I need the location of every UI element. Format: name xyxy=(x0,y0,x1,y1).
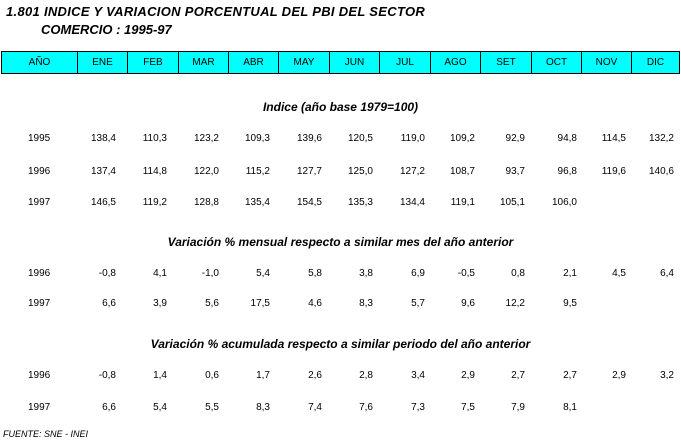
cell-value: 0,8 xyxy=(511,268,525,279)
cell-value: 127,7 xyxy=(296,166,322,177)
cell-value: 120,5 xyxy=(347,133,373,144)
cell-value: 5,4 xyxy=(153,402,167,413)
cell-value: 7,6 xyxy=(359,402,373,413)
row-year: 1997 xyxy=(28,298,51,309)
cell-value: -0,8 xyxy=(98,370,116,381)
cell-value: 106,0 xyxy=(551,197,577,208)
cell-value: 108,7 xyxy=(449,166,475,177)
header-cell-set: SET xyxy=(480,52,531,73)
cell-value: 2,7 xyxy=(563,370,577,381)
cell-value: 8,3 xyxy=(256,402,270,413)
cell-value: -0,8 xyxy=(98,268,116,279)
cell-value: 146,5 xyxy=(90,197,116,208)
row-year: 1996 xyxy=(28,166,51,177)
cell-value: 119,2 xyxy=(142,197,167,208)
cell-value: 94,8 xyxy=(557,133,577,144)
row-year: 1996 xyxy=(28,268,51,279)
row-year: 1996 xyxy=(28,370,51,381)
cell-value: 2,9 xyxy=(612,370,626,381)
cell-value: 114,8 xyxy=(142,166,167,177)
header-cell-nov: NOV xyxy=(581,52,631,73)
cell-value: 135,4 xyxy=(244,197,270,208)
cell-value: 6,6 xyxy=(102,402,116,413)
cell-value: 8,3 xyxy=(359,298,373,309)
cell-value: 5,6 xyxy=(205,298,219,309)
cell-value: 12,2 xyxy=(505,298,525,309)
cell-value: 2,8 xyxy=(359,370,373,381)
row-year: 1997 xyxy=(28,402,51,413)
cell-value: 139,6 xyxy=(296,133,322,144)
cell-value: 1,7 xyxy=(256,370,270,381)
header-cell-ene: ENE xyxy=(77,52,127,73)
cell-value: 8,1 xyxy=(563,402,577,413)
cell-value: 134,4 xyxy=(399,197,425,208)
cell-value: 122,0 xyxy=(193,166,219,177)
table-title: 1.801 INDICE Y VARIACION PORCENTUAL DEL PBI DEL SECTOR xyxy=(6,4,426,19)
cell-value: 110,3 xyxy=(142,133,167,144)
cell-value: 132,2 xyxy=(648,133,674,144)
table-row xyxy=(0,298,681,312)
cell-value: 9,5 xyxy=(563,298,577,309)
table-row xyxy=(0,370,681,384)
cell-value: 3,9 xyxy=(153,298,167,309)
header-cell-año: AÑO xyxy=(1,52,77,73)
cell-value: 7,3 xyxy=(411,402,425,413)
cell-value: 3,4 xyxy=(411,370,425,381)
cell-value: 125,0 xyxy=(347,166,373,177)
cell-value: 6,9 xyxy=(411,268,425,279)
table-row xyxy=(0,133,681,147)
cell-value: 7,4 xyxy=(308,402,322,413)
header-cell-ago: AGO xyxy=(430,52,480,73)
header-cell-may: MAY xyxy=(278,52,329,73)
cell-value: 1,4 xyxy=(153,370,167,381)
cell-value: 2,9 xyxy=(461,370,475,381)
cell-value: 115,2 xyxy=(245,166,270,177)
cell-value: 109,3 xyxy=(244,133,270,144)
header-cell-oct: OCT xyxy=(531,52,581,73)
cell-value: 7,9 xyxy=(511,402,525,413)
table-row xyxy=(0,402,681,416)
cell-value: 135,3 xyxy=(347,197,373,208)
cell-value: 114,5 xyxy=(601,133,626,144)
cell-value: -0,5 xyxy=(457,268,475,279)
cell-value: 123,2 xyxy=(193,133,219,144)
cell-value: 4,5 xyxy=(612,268,626,279)
cell-value: 128,8 xyxy=(193,197,219,208)
cell-value: 3,8 xyxy=(359,268,373,279)
section-title: Variación % acumulada respecto a similar periodo del año anterior xyxy=(150,337,531,351)
header-row xyxy=(1,51,680,74)
cell-value: 119,6 xyxy=(601,166,626,177)
header-cell-jun: JUN xyxy=(329,52,379,73)
table-row xyxy=(0,166,681,180)
cell-value: 93,7 xyxy=(505,166,525,177)
cell-value: 92,9 xyxy=(505,133,525,144)
table-row xyxy=(0,268,681,282)
cell-value: -1,0 xyxy=(201,268,219,279)
cell-value: 119,0 xyxy=(400,133,425,144)
cell-value: 105,1 xyxy=(499,197,525,208)
cell-value: 5,7 xyxy=(411,298,425,309)
cell-value: 9,6 xyxy=(461,298,475,309)
header-cell-abr: ABR xyxy=(228,52,278,73)
cell-value: 5,4 xyxy=(256,268,270,279)
cell-value: 138,4 xyxy=(90,133,116,144)
cell-value: 137,4 xyxy=(90,166,116,177)
cell-value: 96,8 xyxy=(557,166,577,177)
cell-value: 5,8 xyxy=(308,268,322,279)
row-year: 1997 xyxy=(28,197,51,208)
section-title: Indice (año base 1979=100) xyxy=(262,100,419,114)
cell-value: 140,6 xyxy=(648,166,674,177)
table-subtitle: COMERCIO : 1995-97 xyxy=(41,22,172,37)
cell-value: 2,7 xyxy=(511,370,525,381)
cell-value: 6,6 xyxy=(102,298,116,309)
cell-value: 127,2 xyxy=(399,166,425,177)
header-cell-feb: FEB xyxy=(127,52,178,73)
cell-value: 154,5 xyxy=(296,197,322,208)
header-cell-jul: JUL xyxy=(379,52,430,73)
cell-value: 0,6 xyxy=(205,370,219,381)
cell-value: 2,6 xyxy=(308,370,322,381)
header-cell-dic: DIC xyxy=(631,52,680,73)
cell-value: 3,2 xyxy=(660,370,674,381)
cell-value: 109,2 xyxy=(449,133,475,144)
cell-value: 4,6 xyxy=(308,298,322,309)
cell-value: 2,1 xyxy=(563,268,577,279)
cell-value: 17,5 xyxy=(250,298,270,309)
table-row xyxy=(0,197,681,211)
section-title: Variación % mensual respecto a similar mes del año anterior xyxy=(167,235,514,249)
header-cell-mar: MAR xyxy=(178,52,228,73)
source-note: FUENTE: SNE - INEI xyxy=(3,429,89,439)
cell-value: 119,1 xyxy=(450,197,475,208)
row-year: 1995 xyxy=(28,133,51,144)
cell-value: 6,4 xyxy=(660,268,674,279)
cell-value: 4,1 xyxy=(153,268,167,279)
cell-value: 5,5 xyxy=(205,402,219,413)
cell-value: 7,5 xyxy=(461,402,475,413)
